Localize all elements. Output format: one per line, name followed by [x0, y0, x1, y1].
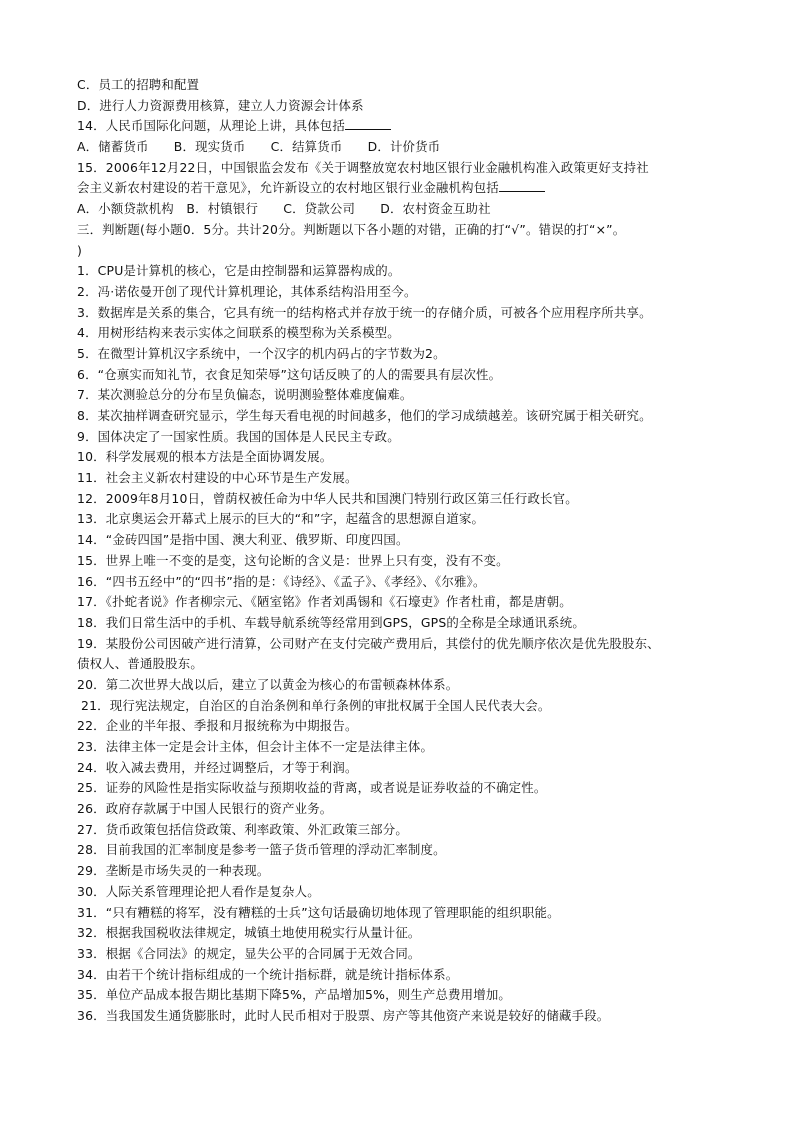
judgment-item: 1．CPU是计算机的核心，它是由控制器和运算器构成的。 — [77, 263, 401, 279]
judgment-item: 25．证券的风险性是指实际收益与预期收益的背离，或者说是证券收益的不确定性。 — [77, 780, 547, 796]
judgment-item: 21．现行宪法规定，自治区的自治条例和单行条例的审批权属于全国人民代表大会。 — [81, 697, 551, 713]
option-line: A．储蓄货币 B．现实货币 C．结算货币 D．计价货币 — [77, 139, 441, 155]
judgment-item: 12．2009年8月10日，曾荫权被任命为中华人民共和国澳门特别行政区第三任行政长官。 — [77, 490, 578, 506]
judgment-item: 36．当我国发生通货膨胀时，此时人民币相对于股票、房产等其他资产来说是较好的储藏手段。 — [77, 1007, 610, 1023]
judgment-item: 14．“金砖四国”是指中国、澳大利亚、俄罗斯、印度四国。 — [77, 532, 409, 548]
judgment-item: 26．政府存款属于中国人民银行的资产业务。 — [77, 801, 333, 817]
document-page — [77, 75, 727, 1027]
question-text: 14．人民币国际化问题，从理论上讲，具体包括 — [77, 118, 345, 134]
question-line — [77, 116, 727, 137]
judgment-item: 13．北京奥运会开幕式上展示的巨大的“和”字，起蕴含的思想源自道家。 — [77, 511, 485, 527]
judgment-item: 11．社会主义新农村建设的中心环节是生产发展。 — [77, 470, 358, 486]
judgment-item: 19．某股份公司因破产进行清算，公司财产在支付完破产费用后，其偿付的优先顺序依次是优先股股东、 — [77, 635, 660, 651]
judgment-item: 3．数据库是关系的集合，它具有统一的结构格式并存放于统一的存储介质，可被各个应用程序所共享。 — [77, 304, 652, 320]
judgment-item: 10．科学发展观的根本方法是全面协调发展。 — [77, 449, 333, 465]
judgment-item: 16．“四书五经中”的“四书”指的是：《诗经》、《孟子》、《孝经》、《尔雅》。 — [77, 573, 486, 589]
judgment-item: 9．国体决定了一国家性质。我国的国体是人民民主专政。 — [77, 428, 400, 444]
section-heading-cont: ) — [77, 242, 83, 258]
judgment-item: 27．货币政策包括信贷政策、利率政策、外汇政策三部分。 — [77, 821, 408, 837]
judgment-item: 33．根据《合同法》的规定，显失公平的合同属于无效合同。 — [77, 945, 421, 961]
option-line: D．进行人力资源费用核算，建立人力资源会计体系 — [77, 97, 364, 113]
question-line: 15．2006年12月22日，中国银监会发布《关于调整放宽农村地区银行业金融机构准入政策更好支持社 — [77, 159, 649, 175]
judgment-item: 31．“只有糟糕的将军，没有糟糕的士兵”这句话最确切地体现了管理职能的组织职能。 — [77, 904, 560, 920]
judgment-item: 5．在微型计算机汉字系统中，一个汉字的机内码占的字节数为2。 — [77, 345, 446, 361]
question-line — [77, 178, 727, 199]
judgment-item: 32．根据我国税收法律规定，城镇土地使用税实行从量计征。 — [77, 925, 421, 941]
answer-blank — [499, 179, 545, 192]
judgment-item: 2．冯·诺依曼开创了现代计算机理论，其体系结构沿用至今。 — [77, 283, 417, 299]
judgment-item: 20．第二次世界大战以后，建立了以黄金为核心的布雷顿森林体系。 — [77, 676, 459, 692]
judgment-item: 34．由若干个统计指标组成的一个统计指标群，就是统计指标体系。 — [77, 966, 459, 982]
judgment-item: 4．用树形结构来表示实体之间联系的模型称为关系模型。 — [77, 325, 400, 341]
option-line: C．员工的招聘和配置 — [77, 77, 200, 92]
judgment-item: 7．某次测验总分的分布呈负偏态，说明测验整体难度偏难。 — [77, 387, 413, 403]
option-line: A．小额贷款机构 B．村镇银行 C．贷款公司 D．农村资金互助社 — [77, 201, 491, 217]
section-heading: 三．判断题(每小题0．5分。共计20分。判断题以下各小题的对错，正确的打“√”。错误的打“×”。 — [77, 221, 626, 237]
judgment-item: 17．《扑蛇者说》作者柳宗元、《陋室铭》作者刘禹锡和《石壕吏》作者杜甫，都是唐朝。 — [77, 594, 572, 610]
judgment-item: 30．人际关系管理理论把人看作是复杂人。 — [77, 883, 320, 899]
judgment-item: 23．法律主体一定是会计主体，但会计主体不一定是法律主体。 — [77, 739, 434, 754]
judgment-item: 35．单位产品成本报告期比基期下降5%，产品增加5%，则生产总费用增加。 — [77, 987, 511, 1003]
judgment-item: 18．我们日常生活中的手机、车载导航系统等经常用到GPS，GPS的全称是全球通讯系统。 — [77, 614, 585, 630]
answer-blank — [345, 117, 391, 130]
judgment-item: 15．世界上唯一不变的是变，这句论断的含义是：世界上只有变，没有不变。 — [77, 552, 509, 568]
question-text: 会主义新农村建设的若干意见》，允许新设立的农村地区银行业金融机构包括 — [77, 180, 499, 196]
judgment-item-cont: 债权人、普通股股东。 — [77, 656, 203, 672]
judgment-item: 8．某次抽样调查研究显示，学生每天看电视的时间越多，他们的学习成绩越差。该研究属于相关研究。 — [77, 408, 652, 423]
judgment-item: 28．目前我国的汇率制度是参考一篮子货币管理的浮动汇率制度。 — [77, 842, 446, 858]
judgment-item: 22．企业的半年报、季报和月报统称为中期报告。 — [77, 718, 358, 734]
judgment-item: 24．收入减去费用，并经过调整后，才等于利润。 — [77, 759, 358, 775]
judgment-item: 29．垄断是市场失灵的一种表现。 — [77, 863, 270, 879]
judgment-item: 6．“仓禀实而知礼节，衣食足知荣辱”这句话反映了的人的需要具有层次性。 — [77, 366, 502, 382]
